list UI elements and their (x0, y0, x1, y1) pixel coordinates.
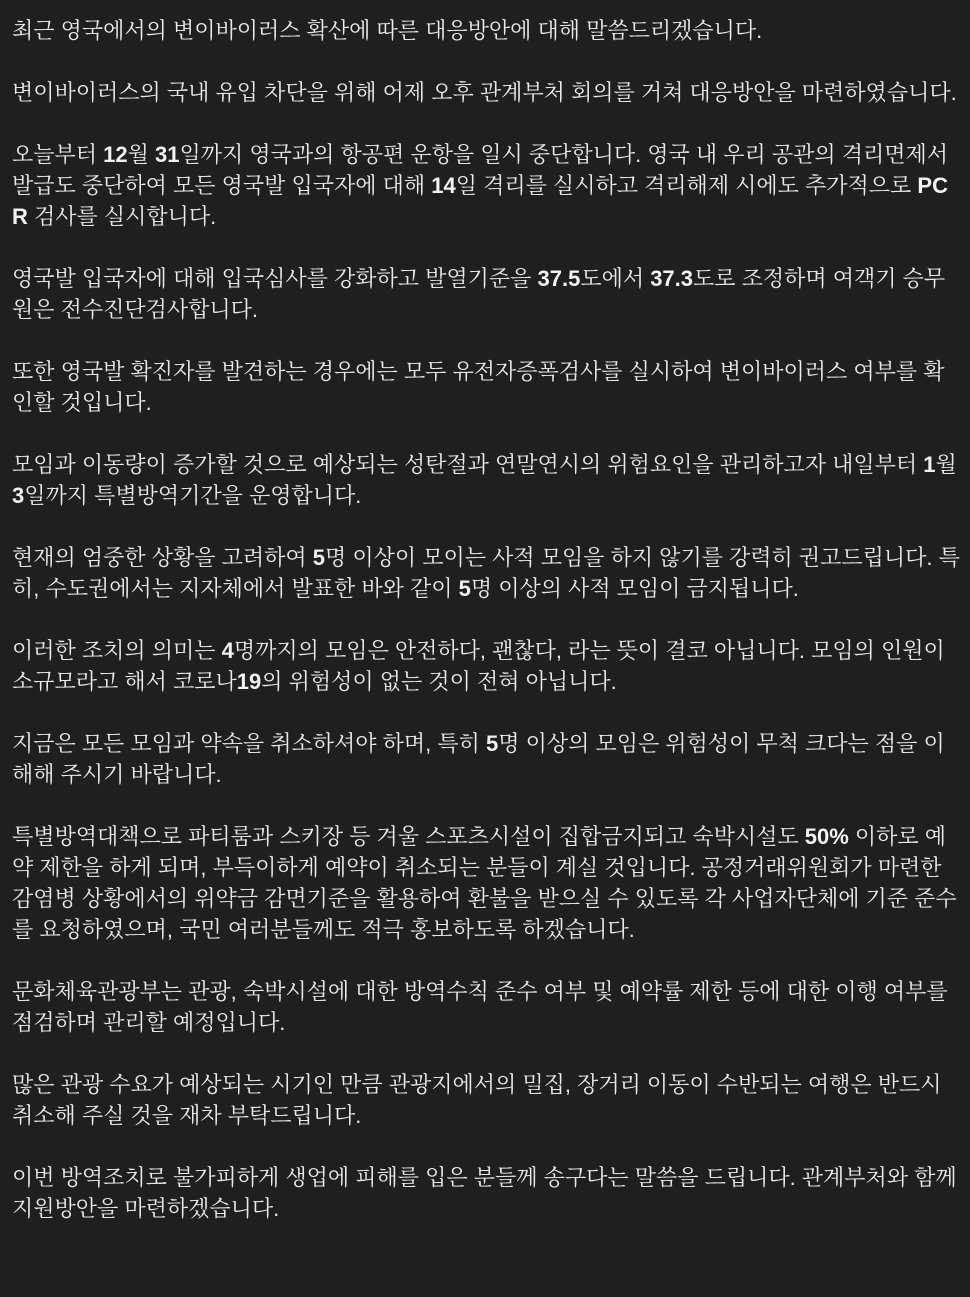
paragraph-travel-cancellation: 많은 관광 수요가 예상되는 시기인 만큼 관광지에서의 밀집, 장거리 이동이 수반되는 여행은 반드시 취소해 주실 것을 재차 부탁드립니다. (12, 1072, 942, 1128)
paragraph-gathering-ban: 현재의 엄중한 상황을 고려하여 5명 이상이 모이는 사적 모임을 하지 않기를 강력히 권고드립니다. 특히, 수도권에서는 지자체에서 발표한 바와 같이 5명 이상의 사적 모임이 금지됩니다. (12, 545, 960, 601)
paragraph-intro: 최근 영국에서의 변이바이러스 확산에 따른 대응방안에 대해 말씀드리겠습니다. (12, 18, 763, 43)
paragraph-cancel-plans: 지금은 모든 모임과 약속을 취소하셔야 하며, 특히 5명 이상의 모임은 위험성이 무척 크다는 점을 이해해 주시기 바랍니다. (12, 731, 945, 787)
paragraph-flight-suspension: 오늘부터 12월 31일까지 영국과의 항공편 운항을 일시 중단합니다. 영국 내 우리 공관의 격리면제서 발급도 중단하여 모든 영국발 입국자에 대해 14일 격리를 실시하고 격리해제 시에도 추가적으로 PCR 검사를 실시합니다. (12, 142, 949, 229)
paragraph-facility-restrictions: 특별방역대책으로 파티룸과 스키장 등 겨울 스포츠시설이 집합금지되고 숙박시설도 50% 이하로 예약 제한을 하게 되며, 부득이하게 예약이 취소되는 분들이 계실 것입니다. 공정거래위원회가 마련한 감염병 상황에서의 위약금 감면기준을 활용하여 환불을 받으실 수 있도록 각 사업자단체에 기준 준수를 요청하였으며, 국민 여러분들께도 적극 홍보하도록 하겠습니다. (12, 824, 957, 942)
paragraph-entry-screening: 영국발 입국자에 대해 입국심사를 강화하고 발열기준을 37.5도에서 37.3도로 조정하며 여객기 승무원은 전수진단검사합니다. (12, 266, 946, 322)
paragraph-apology-support: 이번 방역조치로 불가피하게 생업에 피해를 입은 분들께 송구다는 말씀을 드립니다. 관계부처와 함께 지원방안을 마련하겠습니다. (12, 1165, 957, 1221)
briefing-transcript (12, 15, 960, 1224)
paragraph-meeting: 변이바이러스의 국내 유입 차단을 위해 어제 오후 관계부처 회의를 거쳐 대응방안을 마련하였습니다. (12, 80, 957, 105)
paragraph-variant-testing: 또한 영국발 확진자를 발견하는 경우에는 모두 유전자증폭검사를 실시하여 변이바이러스 여부를 확인할 것입니다. (12, 359, 945, 415)
paragraph-ministry-inspection: 문화체육관광부는 관광, 숙박시설에 대한 방역수칙 준수 여부 및 예약률 제한 등에 대한 이행 여부를 점검하며 관리할 예정입니다. (12, 979, 948, 1035)
paragraph-special-period: 모임과 이동량이 증가할 것으로 예상되는 성탄절과 연말연시의 위험요인을 관리하고자 내일부터 1월 3일까지 특별방역기간을 운영합니다. (12, 452, 957, 508)
paragraph-small-gathering-risk: 이러한 조치의 의미는 4명까지의 모임은 안전하다, 괜찮다, 라는 뜻이 결코 아닙니다. 모임의 인원이 소규모라고 해서 코로나19의 위험성이 없는 것이 전혀 아닙니다. (12, 638, 945, 694)
